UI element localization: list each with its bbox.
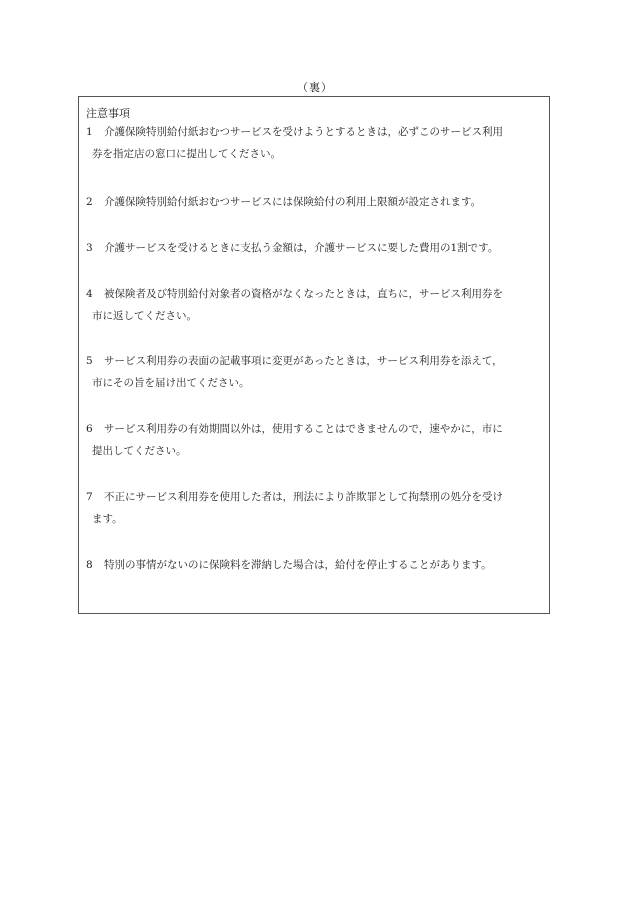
notice-item-7-line-1 [86,486,546,508]
notice-item-4-line-1 [86,283,546,305]
notice-item-3-line-1 [86,237,546,259]
notice-item-1-line-2: 券を指定店の窓口に提出してください。 [92,148,281,160]
notice-item-2-line-1 [86,191,546,213]
notice-box [78,96,550,614]
notice-item-6 [86,418,546,462]
notice-item-3-number: 3 [86,242,93,254]
notice-item-6-number: 6 [86,423,93,435]
notice-item-4-number: 4 [86,288,93,300]
notice-item-5-number: 5 [86,355,93,367]
notice-item-2 [86,191,546,213]
notice-item-5-text: サービス利用券の表面の記載事項に変更があったときは，サービス利用券を添えて， [104,355,503,367]
notice-item-4-line-2: 市に返してください。 [92,310,197,322]
notice-item-7-number: 7 [86,491,93,503]
notice-item-8-number: 8 [86,559,93,571]
notice-item-6-line-2: 提出してください。 [92,445,187,457]
notice-item-1-line-1 [86,121,546,143]
notes-title: 注意事項 [86,107,130,120]
notice-item-7-text: 不正にサービス利用券を使用した者は，刑法により詐欺罪として拘禁刑の処分を受け [104,491,503,503]
notice-item-5 [86,350,546,394]
notice-item-1 [86,121,546,165]
notice-item-4-text: 被保険者及び特別給付対象者の資格がなくなったときは，直ちに，サービス利用券を [104,288,503,300]
notice-item-2-text: 介護保険特別給付紙おむつサービスには保険給付の利用上限額が設定されます。 [104,196,482,208]
notice-item-2-number: 2 [86,196,93,208]
notice-item-1-number: 1 [86,126,93,138]
page-heading: （裏） [297,81,333,94]
notice-item-7 [86,486,546,530]
notice-item-8-text: 特別の事情がないのに保険料を滞納した場合は，給付を停止することがあります。 [104,559,492,571]
notice-item-8 [86,554,546,576]
notice-item-4 [86,283,546,327]
notice-item-7-line-2: ます。 [92,513,123,525]
notice-item-3 [86,237,546,259]
notice-item-6-line-1 [86,418,546,440]
notice-item-3-text: 介護サービスを受けるときに支払う金額は，介護サービスに要した費用の1割です。 [104,242,499,254]
notice-item-5-line-1 [86,350,546,372]
notice-item-1-text: 介護保険特別給付紙おむつサービスを受けようとするときは，必ずこのサービス利用 [104,126,503,138]
notice-item-6-text: サービス利用券の有効期間以外は，使用することはできませんので，速やかに，市に [104,423,503,435]
notice-item-8-line-1 [86,554,546,576]
notice-item-5-line-2: 市にその旨を届け出てください。 [92,377,250,389]
